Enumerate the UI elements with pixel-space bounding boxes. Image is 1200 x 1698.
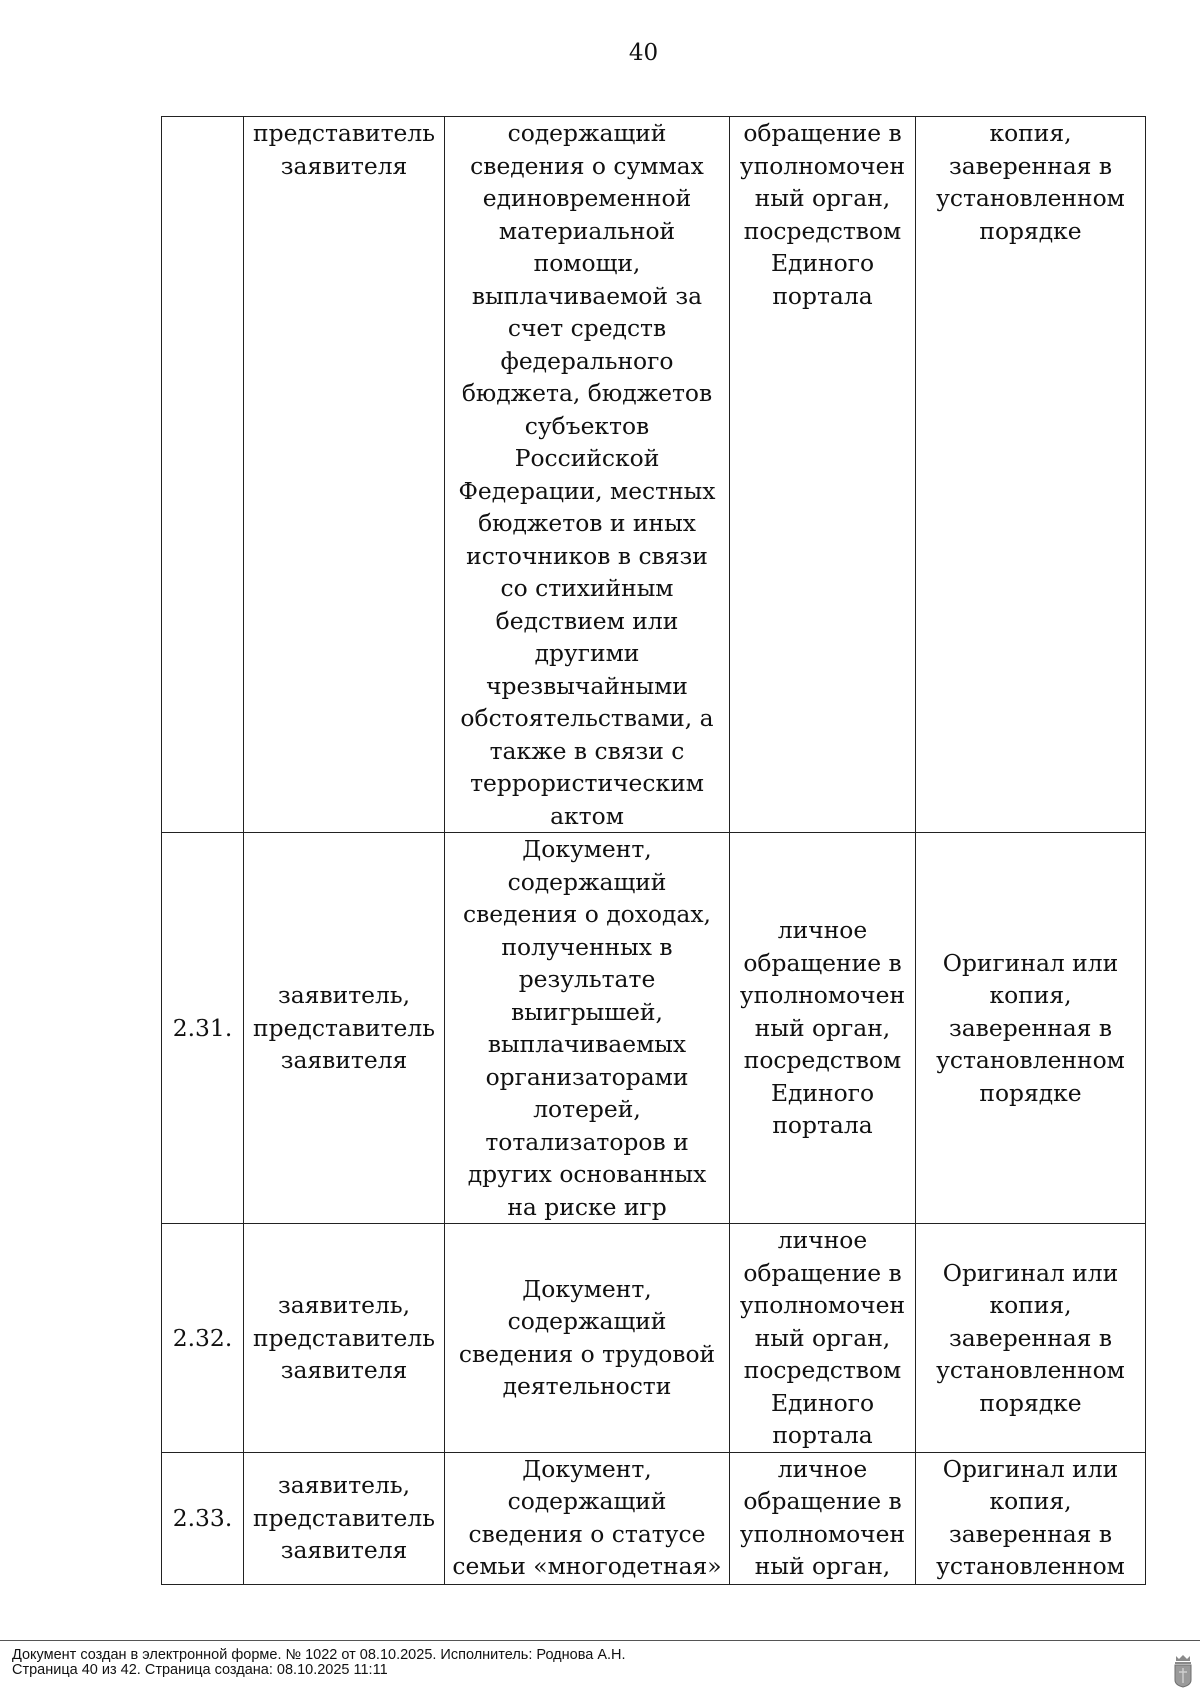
document-cell: содержащий сведения о суммах единовременной материальной помощи, выплачиваемой за счет средств федерального бюджета, бюджетов субъектов Российской Федерации, местных бюджетов и иных источников в связи со стихийным бедствием или другими чрезвычайными обстоятельствами, а также в связи с террористическим актом bbox=[445, 117, 730, 833]
submission-method-cell: личное обращение в уполномочен ный орган, посредством Единого портала bbox=[730, 833, 916, 1224]
document-form-cell: Оригинал или копия, заверенная в установленном bbox=[916, 1452, 1146, 1584]
row-number-cell: 2.31. bbox=[162, 833, 244, 1224]
applicant-cell: представитель заявителя bbox=[244, 117, 445, 833]
applicant-cell: заявитель, представитель заявителя bbox=[244, 833, 445, 1224]
row-number-cell bbox=[162, 117, 244, 833]
document-cell: Документ, содержащий сведения о доходах, полученных в результате выигрышей, выплачиваемых организаторами лотерей, тотализаторов и других основанных на риске игр bbox=[445, 833, 730, 1224]
page-number: 40 bbox=[628, 40, 659, 66]
applicant-cell: заявитель, представитель заявителя bbox=[244, 1452, 445, 1584]
applicant-cell: заявитель, представитель заявителя bbox=[244, 1224, 445, 1453]
document-form-cell: Оригинал или копия, заверенная в установленном порядке bbox=[916, 833, 1146, 1224]
footer-divider bbox=[0, 1640, 1200, 1641]
table-row bbox=[162, 1452, 1146, 1584]
table-row bbox=[162, 833, 1146, 1224]
row-number-cell: 2.33. bbox=[162, 1452, 244, 1584]
submission-method-cell: личное обращение в уполномочен ный орган, bbox=[730, 1452, 916, 1584]
footer-line-document-info: Документ создан в электронной форме. № 1022 от 08.10.2025. Исполнитель: Роднова А.Н. bbox=[12, 1647, 626, 1663]
coat-of-arms-icon bbox=[1172, 1654, 1194, 1688]
document-footer bbox=[12, 1648, 626, 1678]
document-form-cell: копия, заверенная в установленном порядке bbox=[916, 117, 1146, 833]
document-cell: Документ, содержащий сведения о статусе семьи «многодетная» bbox=[445, 1452, 730, 1584]
document-form-cell: Оригинал или копия, заверенная в установленном порядке bbox=[916, 1224, 1146, 1453]
document-cell: Документ, содержащий сведения о трудовой деятельности bbox=[445, 1224, 730, 1453]
documents-table bbox=[161, 116, 1146, 1585]
row-number-cell: 2.32. bbox=[162, 1224, 244, 1453]
submission-method-cell: обращение в уполномочен ный орган, посредством Единого портала bbox=[730, 117, 916, 833]
table-row bbox=[162, 117, 1146, 833]
footer-line-page-info: Страница 40 из 42. Страница создана: 08.10.2025 11:11 bbox=[12, 1662, 388, 1678]
submission-method-cell: личное обращение в уполномочен ный орган, посредством Единого портала bbox=[730, 1224, 916, 1453]
table-row bbox=[162, 1224, 1146, 1453]
